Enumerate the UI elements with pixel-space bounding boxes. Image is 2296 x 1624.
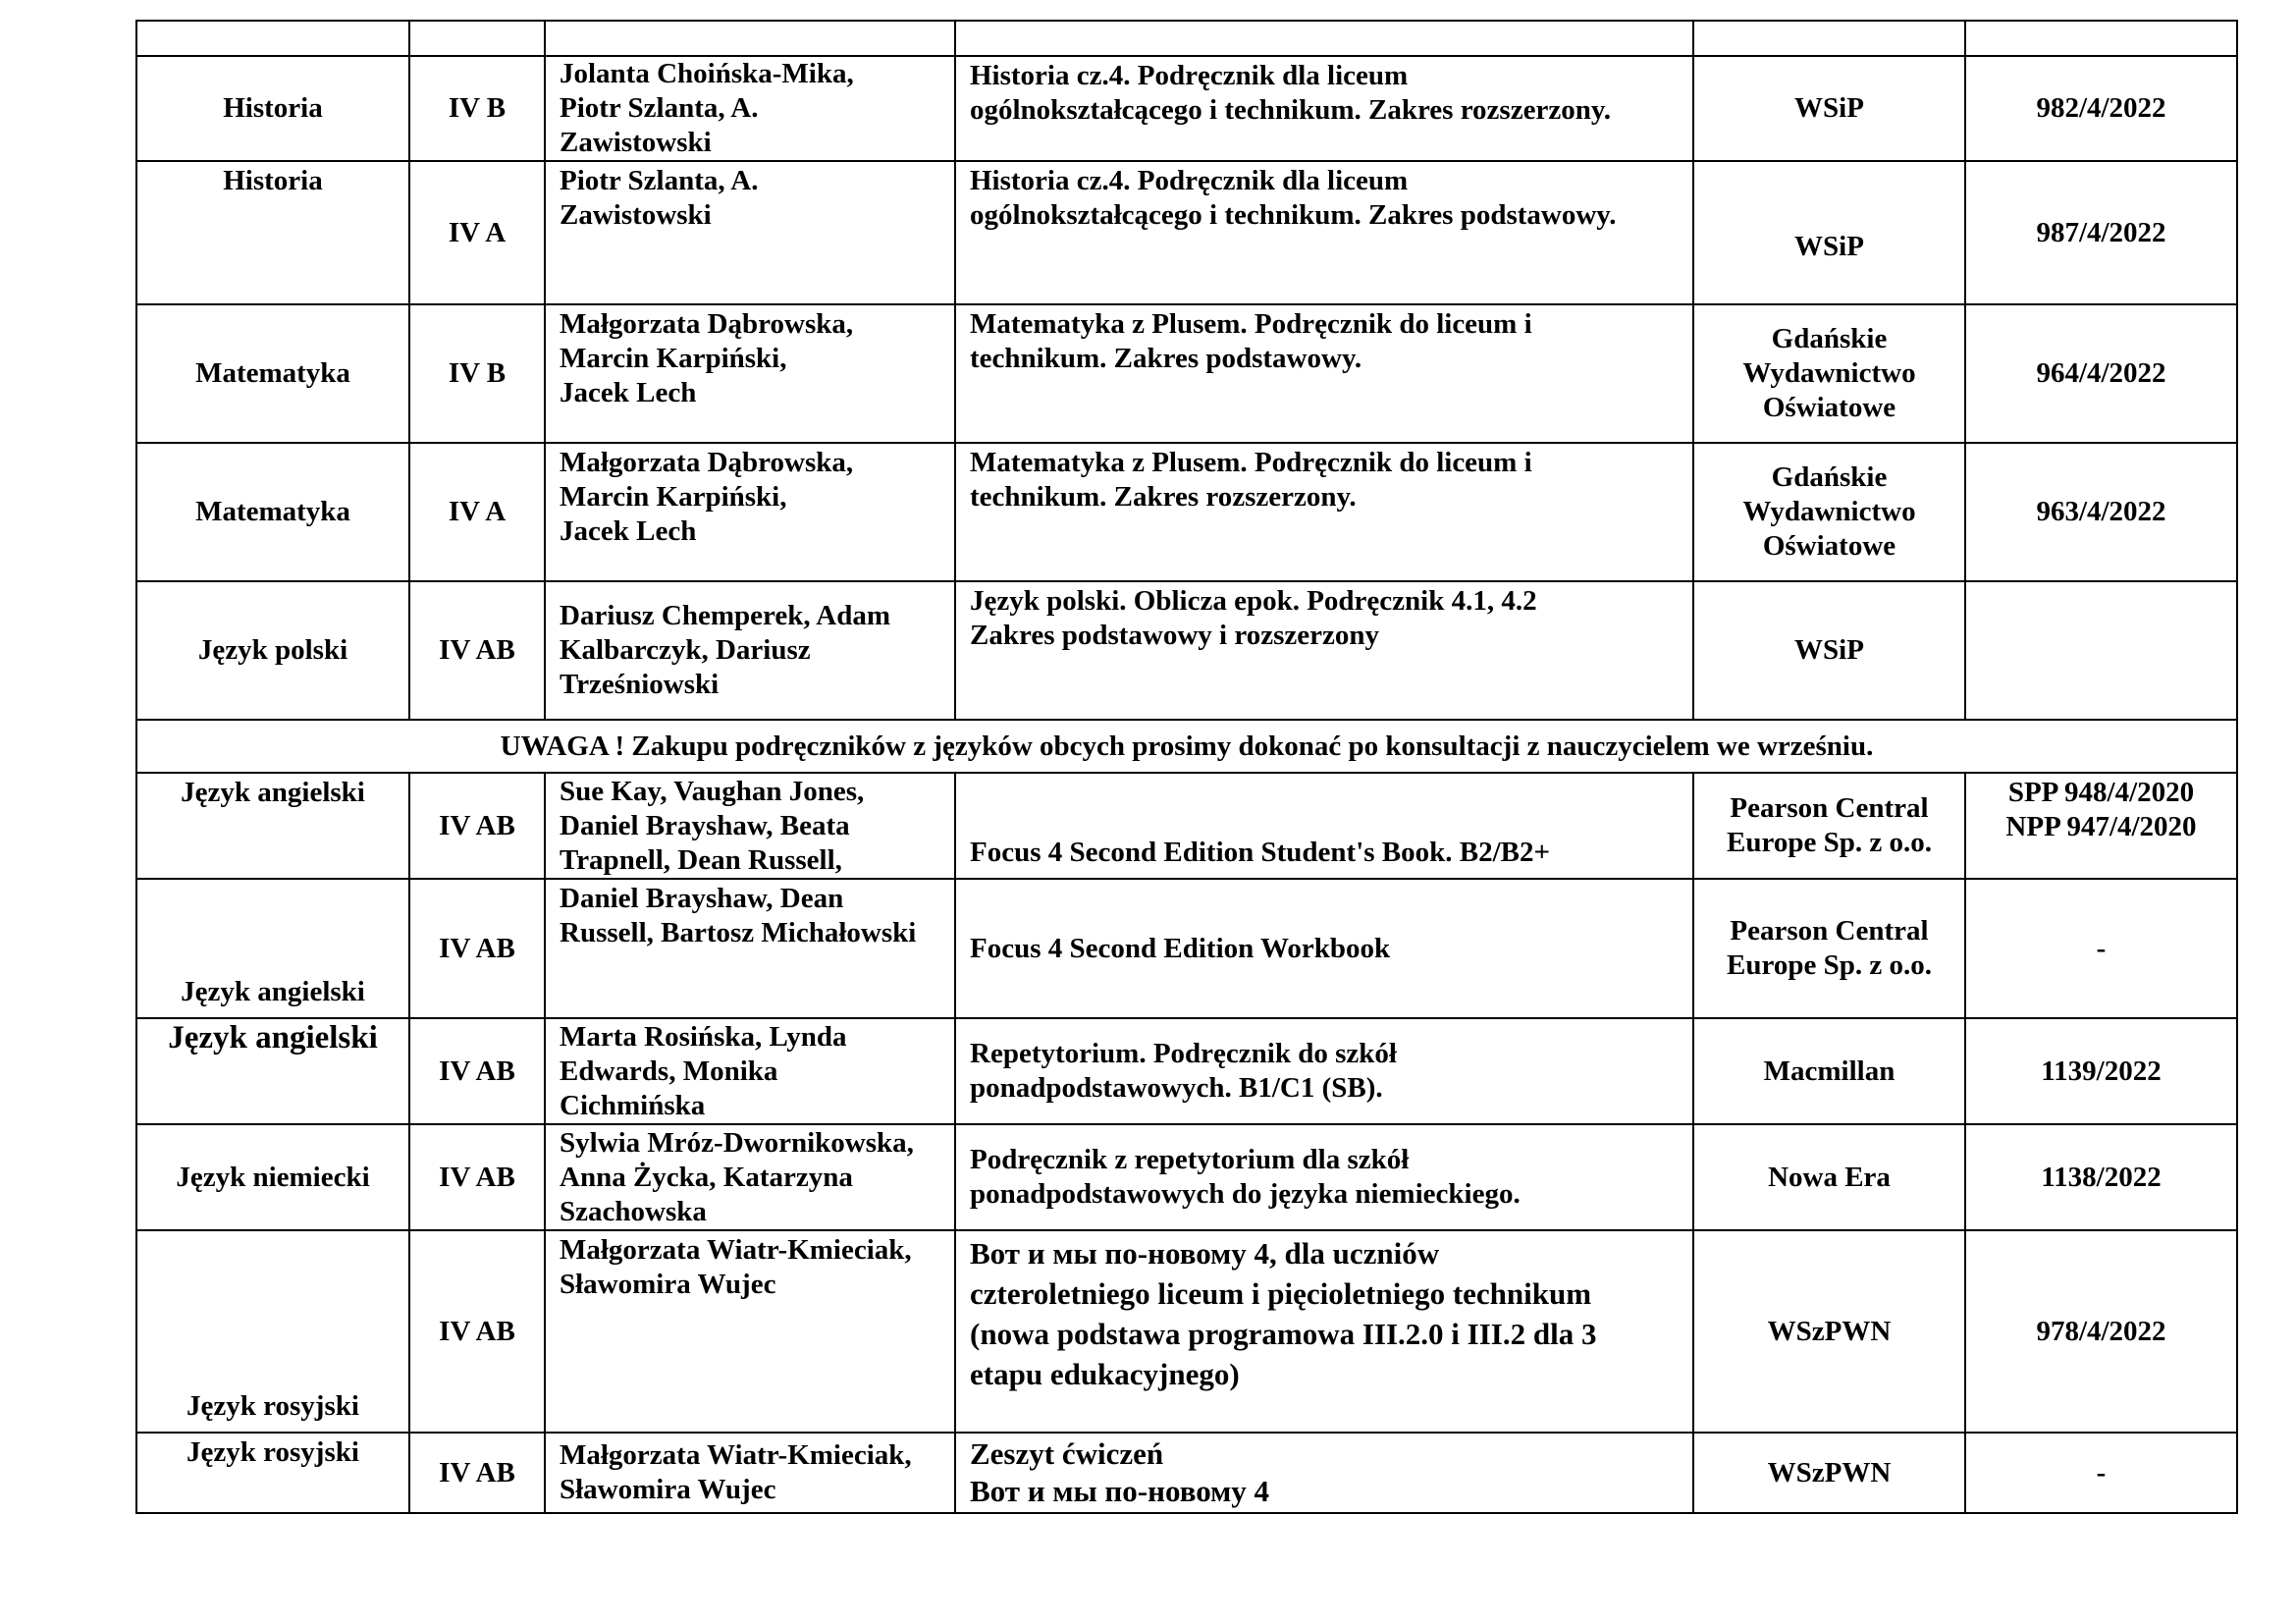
subject-cell: Język angielski bbox=[136, 1018, 409, 1124]
publisher-cell bbox=[1693, 773, 1965, 879]
title-cell bbox=[955, 1124, 1693, 1230]
title-line: ponadpodstawowych do języka niemieckiego. bbox=[970, 1178, 1521, 1210]
table-row bbox=[136, 879, 2237, 1018]
approval-number: 963/4/2022 bbox=[2036, 496, 2166, 527]
publisher-line: Nowa Era bbox=[1768, 1161, 1891, 1193]
author-line: Sławomira Wujec bbox=[560, 1474, 776, 1505]
publisher-line: Oświatowe bbox=[1762, 530, 1896, 562]
class-cell: IV B bbox=[409, 304, 545, 443]
title-cell bbox=[955, 581, 1693, 720]
table-row bbox=[136, 21, 2237, 56]
approval-number-cell bbox=[1965, 443, 2237, 581]
publisher-line: Europe Sp. z o.o. bbox=[1727, 827, 1932, 858]
table-row bbox=[136, 56, 2237, 161]
subject-cell: Historia bbox=[136, 161, 409, 304]
table-row bbox=[136, 1124, 2237, 1230]
approval-number-cell bbox=[1965, 304, 2237, 443]
publisher-line: Pearson Central bbox=[1730, 915, 1929, 947]
class-cell: IV AB bbox=[409, 1018, 545, 1124]
title-line: Język polski. Oblicza epok. Podręcznik 4.1, 4.2 bbox=[970, 585, 1537, 617]
approval-number: 982/4/2022 bbox=[2036, 92, 2166, 124]
publisher-line: WSzPWN bbox=[1767, 1315, 1892, 1347]
publisher-line: Gdańskie bbox=[1771, 323, 1888, 354]
publisher-line: WSzPWN bbox=[1767, 1456, 1892, 1489]
table-row bbox=[136, 1230, 2237, 1433]
table-row bbox=[136, 581, 2237, 720]
title-line: czteroletniego liceum i pięcioletniego technikum bbox=[970, 1276, 1592, 1311]
approval-number: 1139/2022 bbox=[2041, 1055, 2162, 1087]
author-line: Małgorzata Dąbrowska, bbox=[560, 447, 854, 478]
authors-cell bbox=[545, 879, 955, 1018]
publisher-line: Wydawnictwo bbox=[1742, 496, 1916, 527]
publisher-cell bbox=[1693, 56, 1965, 161]
class-cell: IV A bbox=[409, 443, 545, 581]
author-line: Małgorzata Dąbrowska, bbox=[560, 308, 854, 340]
title-line: (nowa podstawa programowa III.2.0 i III.2 dla 3 bbox=[970, 1317, 1597, 1351]
author-line: Trapnell, Dean Russell, bbox=[560, 843, 842, 876]
publisher-cell bbox=[1693, 161, 1965, 304]
title-line: ogólnokształcącego i technikum. Zakres rozszerzony. bbox=[970, 94, 1611, 126]
title-line: Вот и мы по-новому 4 bbox=[970, 1474, 1270, 1508]
author-line: Małgorzata Wiatr-Kmieciak, bbox=[560, 1439, 912, 1471]
author-line: Sue Kay, Vaughan Jones, bbox=[560, 775, 865, 807]
authors-cell bbox=[545, 773, 955, 879]
subject-cell: Matematyka bbox=[136, 304, 409, 443]
title-line: Matematyka z Plusem. Podręcznik do liceum i bbox=[970, 447, 1532, 478]
authors-cell bbox=[545, 581, 955, 720]
authors-cell bbox=[545, 1018, 955, 1124]
approval-number-cell bbox=[1965, 161, 2237, 304]
subject-cell: Język polski bbox=[136, 581, 409, 720]
subject-cell: Język rosyjski bbox=[136, 1433, 409, 1513]
author-line: Szachowska bbox=[560, 1195, 707, 1227]
approval-number: 1138/2022 bbox=[2041, 1161, 2162, 1193]
author-line: Zawistowski bbox=[560, 199, 712, 231]
publisher-line: WSiP bbox=[1794, 230, 1864, 262]
notice-row bbox=[136, 720, 2237, 773]
subject-cell: Matematyka bbox=[136, 443, 409, 581]
approval-number-cell bbox=[1965, 879, 2237, 1018]
title-line: Zeszyt ćwiczeń bbox=[970, 1436, 1164, 1471]
title-cell bbox=[955, 56, 1693, 161]
title-line: technikum. Zakres rozszerzony. bbox=[970, 481, 1357, 513]
authors-cell bbox=[545, 1124, 955, 1230]
publisher-cell bbox=[1693, 1230, 1965, 1433]
title-cell bbox=[955, 443, 1693, 581]
publisher-line: Europe Sp. z o.o. bbox=[1727, 949, 1932, 981]
approval-number-cell bbox=[1965, 1230, 2237, 1433]
subject-cell: Język rosyjski bbox=[136, 1230, 409, 1433]
author-line: Piotr Szlanta, A. bbox=[560, 165, 759, 196]
title-line: Historia cz.4. Podręcznik dla liceum bbox=[970, 165, 1409, 196]
approval-number-cell bbox=[1965, 1018, 2237, 1124]
approval-number: 964/4/2022 bbox=[2036, 357, 2166, 389]
class-cell: IV AB bbox=[409, 879, 545, 1018]
approval-number: SPP 948/4/2020 bbox=[2007, 777, 2195, 808]
table-cell bbox=[1965, 21, 2237, 56]
title-line: Repetytorium. Podręcznik do szkół bbox=[970, 1038, 1397, 1069]
author-line: Jacek Lech bbox=[560, 515, 697, 547]
author-line: Małgorzata Wiatr-Kmieciak, bbox=[560, 1234, 912, 1266]
author-line: Trześniowski bbox=[560, 669, 720, 700]
authors-cell bbox=[545, 1433, 955, 1513]
approval-number: 987/4/2022 bbox=[2036, 216, 2166, 248]
author-line: Daniel Brayshaw, Dean bbox=[560, 883, 844, 914]
title-cell bbox=[955, 1433, 1693, 1513]
title-cell bbox=[955, 1230, 1693, 1433]
table-row bbox=[136, 773, 2237, 879]
class-cell: IV AB bbox=[409, 1124, 545, 1230]
publisher-line: Macmillan bbox=[1763, 1055, 1896, 1087]
author-line: Anna Życka, Katarzyna bbox=[560, 1161, 853, 1193]
title-line: Focus 4 Second Edition Student's Book. B2/B2+ bbox=[970, 837, 1551, 868]
authors-cell bbox=[545, 304, 955, 443]
author-line: Jolanta Choińska-Mika, bbox=[560, 58, 854, 89]
author-line: Cichmińska bbox=[560, 1089, 706, 1121]
title-line: Matematyka z Plusem. Podręcznik do liceum i bbox=[970, 308, 1532, 340]
table-cell bbox=[1693, 21, 1965, 56]
subject-cell: Język niemiecki bbox=[136, 1124, 409, 1230]
table-cell bbox=[955, 21, 1693, 56]
publisher-line: WSiP bbox=[1794, 634, 1864, 666]
title-line: technikum. Zakres podstawowy. bbox=[970, 343, 1362, 374]
table-row bbox=[136, 443, 2237, 581]
author-line: Piotr Szlanta, A. bbox=[560, 92, 759, 124]
approval-number: 978/4/2022 bbox=[2036, 1315, 2166, 1347]
table-row bbox=[136, 304, 2237, 443]
publisher-cell bbox=[1693, 443, 1965, 581]
approval-number: - bbox=[2096, 932, 2107, 964]
publisher-line: WSiP bbox=[1794, 92, 1864, 124]
publisher-line: Gdańskie bbox=[1771, 461, 1888, 493]
title-cell bbox=[955, 773, 1693, 879]
publisher-cell bbox=[1693, 879, 1965, 1018]
approval-number: NPP 947/4/2020 bbox=[2005, 811, 2197, 842]
title-line: Focus 4 Second Edition Workbook bbox=[970, 932, 1391, 964]
approval-number-cell bbox=[1965, 773, 2237, 879]
author-line: Marcin Karpiński, bbox=[560, 343, 787, 374]
class-cell: IV A bbox=[409, 161, 545, 304]
table-row bbox=[136, 161, 2237, 304]
publisher-line: Oświatowe bbox=[1762, 392, 1896, 423]
approval-number: - bbox=[2096, 1456, 2107, 1489]
table-row bbox=[136, 1018, 2237, 1124]
textbook-table bbox=[135, 20, 2238, 1514]
publisher-cell bbox=[1693, 304, 1965, 443]
table-row bbox=[136, 1433, 2237, 1513]
approval-number-cell bbox=[1965, 581, 2237, 720]
approval-number-cell bbox=[1965, 1124, 2237, 1230]
title-line: Historia cz.4. Podręcznik dla liceum bbox=[970, 60, 1409, 91]
approval-number-cell bbox=[1965, 1433, 2237, 1513]
publisher-cell bbox=[1693, 581, 1965, 720]
title-line: etapu edukacyjnego) bbox=[970, 1357, 1240, 1391]
authors-cell bbox=[545, 161, 955, 304]
class-cell: IV AB bbox=[409, 1433, 545, 1513]
title-line: Zakres podstawowy i rozszerzony bbox=[970, 620, 1379, 651]
author-line: Marta Rosińska, Lynda bbox=[560, 1020, 847, 1053]
author-line: Edwards, Monika bbox=[560, 1055, 778, 1087]
title-line: ogólnokształcącego i technikum. Zakres podstawowy. bbox=[970, 199, 1617, 231]
title-cell bbox=[955, 879, 1693, 1018]
notice-text: UWAGA ! Zakupu podręczników z języków obcych prosimy dokonać po konsultacji z nauczycielem we wrześniu. bbox=[136, 720, 2237, 773]
author-line: Sylwia Mróz-Dwornikowska, bbox=[560, 1126, 914, 1159]
authors-cell bbox=[545, 1230, 955, 1433]
publisher-cell bbox=[1693, 1433, 1965, 1513]
author-line: Zawistowski bbox=[560, 127, 712, 158]
table-cell bbox=[136, 21, 409, 56]
authors-cell bbox=[545, 56, 955, 161]
publisher-cell bbox=[1693, 1124, 1965, 1230]
publisher-line: Pearson Central bbox=[1730, 792, 1929, 824]
subject-cell: Język angielski bbox=[136, 879, 409, 1018]
title-line: ponadpodstawowych. B1/C1 (SB). bbox=[970, 1072, 1383, 1104]
author-line: Dariusz Chemperek, Adam bbox=[560, 600, 890, 631]
approval-number-cell bbox=[1965, 56, 2237, 161]
author-line: Russell, Bartosz Michałowski bbox=[560, 917, 917, 948]
class-cell: IV B bbox=[409, 56, 545, 161]
table-cell bbox=[545, 21, 955, 56]
author-line: Daniel Brayshaw, Beata bbox=[560, 809, 850, 841]
publisher-line: Wydawnictwo bbox=[1742, 357, 1916, 389]
class-cell: IV AB bbox=[409, 773, 545, 879]
author-line: Jacek Lech bbox=[560, 377, 697, 408]
author-line: Marcin Karpiński, bbox=[560, 481, 787, 513]
author-line: Kalbarczyk, Dariusz bbox=[560, 634, 811, 666]
publisher-cell bbox=[1693, 1018, 1965, 1124]
title-line: Podręcznik z repetytorium dla szkół bbox=[970, 1144, 1410, 1175]
title-cell bbox=[955, 304, 1693, 443]
subject-cell: Język angielski bbox=[136, 773, 409, 879]
class-cell: IV AB bbox=[409, 581, 545, 720]
title-line: Вот и мы по-новому 4, dla uczniów bbox=[970, 1236, 1440, 1271]
title-cell bbox=[955, 161, 1693, 304]
class-cell: IV AB bbox=[409, 1230, 545, 1433]
author-line: Sławomira Wujec bbox=[560, 1269, 776, 1300]
authors-cell bbox=[545, 443, 955, 581]
table-cell bbox=[409, 21, 545, 56]
title-cell bbox=[955, 1018, 1693, 1124]
subject-cell: Historia bbox=[136, 56, 409, 161]
